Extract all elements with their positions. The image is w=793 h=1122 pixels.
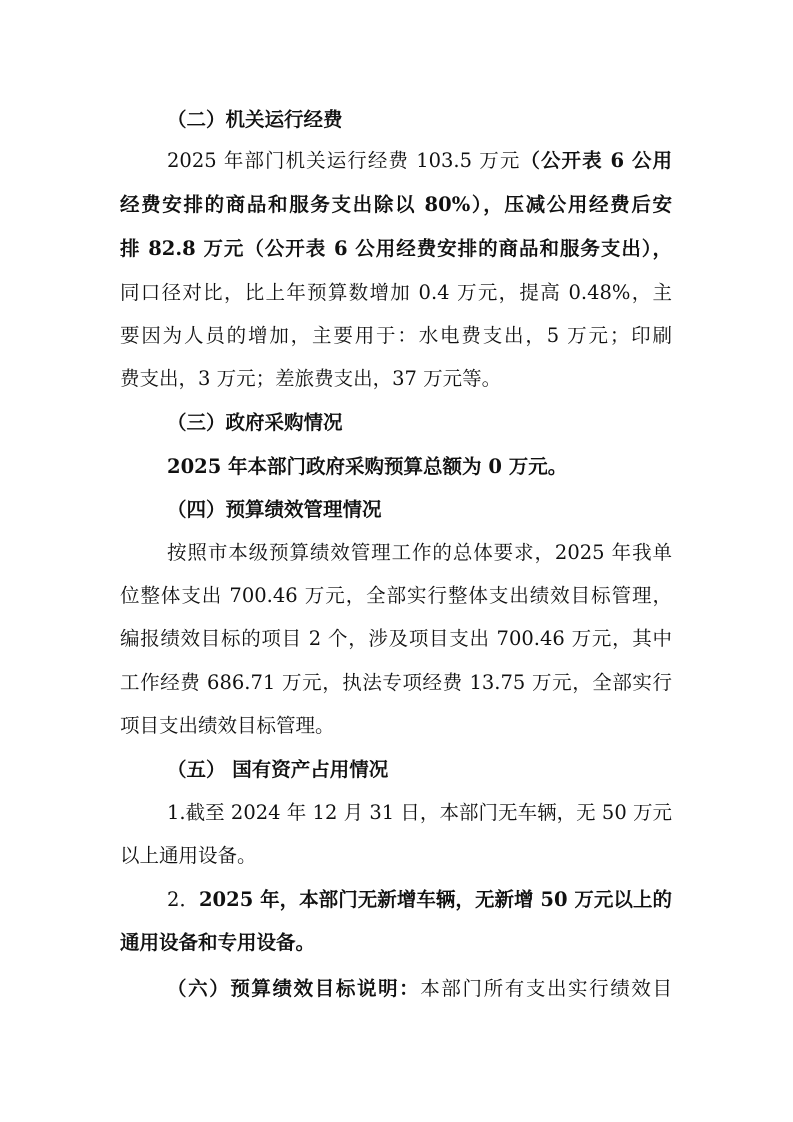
section-5-item-1-line-1: 1.截至 2024 年 12 月 31 日，本部门无车辆，无 50 万元	[167, 801, 672, 824]
section-6-line-1	[167, 976, 672, 1002]
section-5-item-2-line-2: 通用设备和专用设备。	[120, 931, 316, 954]
section-2-line-4: 同口径对比，比上年预算数增加 0.4 万元，提高 0.48%，主	[120, 281, 672, 304]
section-2-line-1-bold: （公开表 6 公用	[520, 149, 673, 172]
section-6-text: 本部门所有支出实行绩效目	[420, 977, 672, 1000]
section-4-line-1: 按照市本级预算绩效管理工作的总体要求，2025 年我单	[167, 541, 672, 564]
section-2-line-5: 要因为人员的增加，主要用于：水电费支出，5 万元；印刷	[120, 324, 672, 347]
section-2-line-2: 经费安排的商品和服务支出除以 80%），压减公用经费后安	[120, 193, 672, 216]
section-2-heading: （二）机关运行经费	[167, 108, 343, 131]
section-4-heading: （四）预算绩效管理情况	[167, 498, 382, 521]
section-4-line-4: 工作经费 686.71 万元，执法专项经费 13.75 万元，全部实行	[120, 671, 672, 694]
section-2-line-1	[167, 148, 672, 174]
section-3-heading: （三）政府采购情况	[167, 411, 343, 434]
section-5-item-2-text: 2025 年，本部门无新增车辆，无新增 50 万元以上的	[198, 888, 672, 911]
section-4-line-2: 位整体支出 700.46 万元，全部实行整体支出绩效目标管理，	[120, 584, 672, 607]
section-2-line-6: 费支出，3 万元；差旅费支出，37 万元等。	[120, 367, 502, 390]
section-5-heading: （五） 国有资产占用情况	[167, 758, 389, 781]
section-5-item-2-number: 2．	[167, 888, 199, 911]
section-3-line-1: 2025 年本部门政府采购预算总额为 0 万元。	[167, 455, 568, 478]
section-5-item-2-line-1	[167, 887, 672, 913]
section-5-item-1-line-2: 以上通用设备。	[120, 844, 257, 867]
section-2-line-3: 排 82.8 万元（公开表 6 公用经费安排的商品和服务支出），	[120, 237, 672, 260]
section-2-line-1-normal: 2025 年部门机关运行经费 103.5 万元	[167, 149, 521, 172]
section-4-line-5: 项目支出绩效目标管理。	[120, 714, 335, 737]
section-6-heading: （六）预算绩效目标说明：	[167, 977, 421, 1000]
section-4-line-3: 编报绩效目标的项目 2 个，涉及项目支出 700.46 万元，其中	[120, 627, 672, 650]
